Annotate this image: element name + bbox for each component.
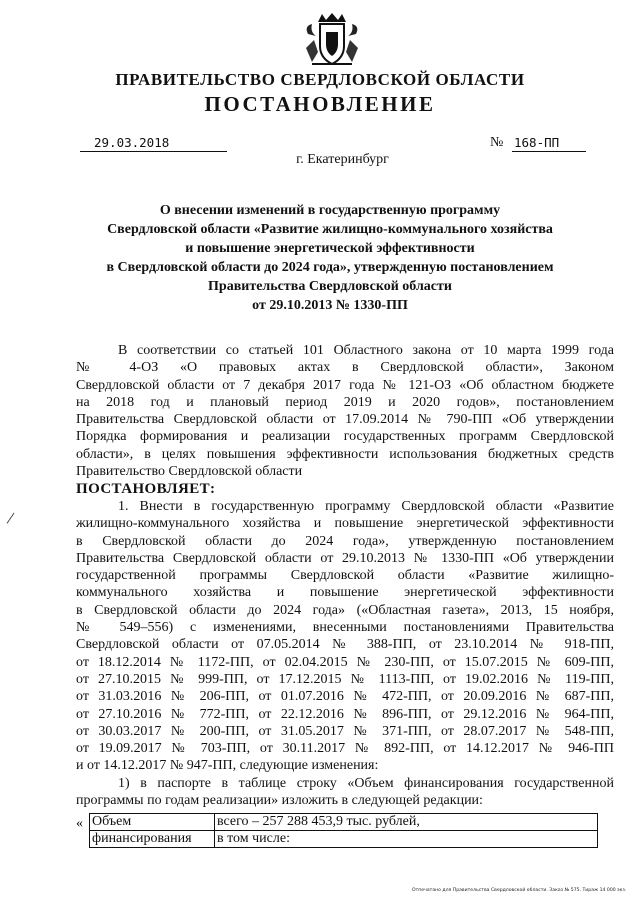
- text-line: от 30.03.2017 № 200-ПП, от 31.05.2017 № 371-ПП, от 28.07.2017 № 548-ПП,: [76, 723, 614, 739]
- city: г. Екатеринбург: [296, 152, 389, 167]
- table-open-quote: «: [76, 816, 83, 831]
- title-line: в Свердловской области до 2024 года», утвержденную постановлением: [106, 260, 554, 275]
- text-line: Свердловской области от 7 декабря 2017 года № 121-ОЗ «Об областном бюджете: [76, 377, 614, 393]
- title-line: Правительства Свердловской области: [208, 279, 452, 294]
- document-type: ПОСТАНОВЛЕНИЕ: [204, 92, 436, 116]
- text-line: от 27.10.2016 № 772-ПП, от 22.12.2016 № 896-ПП, от 29.12.2016 № 964-ПП,: [76, 706, 614, 722]
- table-row: [90, 814, 598, 831]
- coat-of-arms-icon: [300, 12, 364, 68]
- text-line: от 18.12.2014 № 1172-ПП, от 02.04.2015 № 230-ПП, от 15.07.2015 № 609-ПП,: [76, 654, 614, 670]
- document-title: [90, 201, 570, 315]
- text-line: 1. Внести в государственную программу Свердловской области «Развитие: [118, 499, 614, 514]
- text-line: жилищно-коммунального хозяйства и повышение энергетической эффективности: [76, 516, 614, 532]
- title-line: О внесении изменений в государственную программу: [159, 203, 501, 218]
- document-number: 168-ПП: [512, 135, 586, 152]
- text-line: Порядка формирования и реализации государственных программ Свердловской: [76, 429, 614, 445]
- table-cell: всего – 257 288 453,9 тыс. рублей,: [215, 814, 598, 831]
- text-line: от 27.10.2015 № 999-ПП, от 17.12.2015 № 1113-ПП, от 19.02.2016 № 119-ПП,: [76, 671, 614, 687]
- document-date: 29.03.2018: [80, 135, 227, 152]
- text-line: в Свердловской области до 2024 года» («Областная газета», 2013, 15 ноября,: [76, 602, 614, 618]
- table-cell: финансирования: [90, 831, 215, 848]
- document-number-label: №: [490, 135, 504, 150]
- table-cell: Объем: [90, 814, 215, 831]
- decree-word: ПОСТАНОВЛЯЕТ:: [76, 481, 216, 497]
- title-line: от 29.10.2013 № 1330-ПП: [252, 298, 408, 313]
- title-line: и повышение энергетической эффективности: [185, 241, 475, 256]
- text-line: на 2018 год и плановый период 2019 и 2020 годов», постановлением: [76, 394, 614, 410]
- text-line: № 549–556) с изменениями, внесенными постановлениями Правительства: [76, 620, 614, 636]
- preamble-paragraph: [76, 342, 614, 480]
- text-line: коммунального хозяйства и повышение энергетической эффективности: [76, 585, 614, 601]
- text-line: 1) в паспорте в таблице строку «Объем финансирования государственной: [118, 775, 614, 791]
- title-line: Свердловской области «Развитие жилищно-коммунального хозяйства: [107, 222, 553, 237]
- text-line: программы по годам реализации» изложить в следующей редакции:: [76, 793, 483, 809]
- text-line: Свердловской области от 07.05.2014 № 388-ПП, от 23.10.2014 № 918-ПП,: [76, 637, 614, 653]
- government-name: ПРАВИТЕЛЬСТВО СВЕРДЛОВСКОЙ ОБЛАСТИ: [115, 70, 525, 89]
- text-line: от 19.09.2017 № 703-ПП, от 30.11.2017 № 892-ПП, от 14.12.2017 № 946-ПП: [76, 741, 614, 757]
- text-line: № 4-ОЗ «О правовых актах в Свердловской области», Законом: [76, 360, 614, 376]
- text-line: Правительства Свердловской области от 29.10.2013 № 1330-ПП «Об утверждении: [76, 550, 614, 566]
- table-cell: в том числе:: [215, 831, 598, 848]
- text-line: от 31.03.2016 № 206-ПП, от 01.07.2016 № 472-ПП, от 20.09.2016 № 687-ПП,: [76, 689, 614, 705]
- print-footer: Отпечатано для Правительства Свердловской области. Заказ № 575. Тираж 14 000 экз.: [412, 888, 627, 893]
- text-line: Правительство Свердловской области: [76, 464, 303, 480]
- text-line: и от 14.12.2017 № 947-ПП, следующие изменения:: [76, 758, 379, 774]
- text-line: Правительства Свердловской области от 17.09.2014 № 790-ПП «Об утверждении: [76, 412, 614, 428]
- table-row: [90, 831, 598, 848]
- margin-pen-mark: /: [5, 507, 16, 529]
- financing-table: [89, 813, 598, 848]
- text-line: в Свердловской области до 2024 года», утвержденную постановлением: [76, 533, 614, 549]
- text-line: области», в целях повышения эффективности использования бюджетных средств: [76, 446, 614, 462]
- text-line: В соответствии со статьей 101 Областного закона от 10 марта 1999 года: [118, 343, 614, 358]
- item-1-paragraph: [76, 498, 614, 809]
- text-line: государственной программы Свердловской области «Развитие жилищно-: [76, 568, 614, 584]
